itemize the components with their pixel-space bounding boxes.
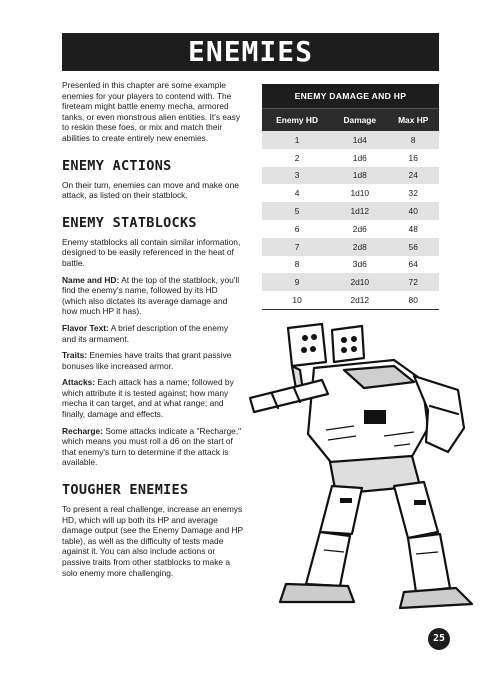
page-title: ENEMIES [62, 33, 439, 71]
column-header-max-hp: Max HP [387, 109, 439, 132]
statblock-item-lead: Traits: [62, 350, 88, 361]
intro-paragraph: Presented in this chapter are some example enemies for your players to contend with. The fireteam might battle enemy mecha, armored tanks, or even monstrous alien entities. It's easy to reskin these foes, or mix and match their abilities to create entirely new enemies. [62, 80, 241, 143]
table-cell: 72 [387, 273, 439, 291]
table-grid [262, 108, 439, 310]
table-row [262, 167, 439, 185]
table-row [262, 291, 439, 309]
enemy-actions-heading: ENEMY ACTIONS [62, 157, 172, 174]
statblock-item-text: A brief description of the enemy and its armament. [62, 322, 229, 344]
table-cell: 32 [387, 184, 439, 202]
table-cell: 80 [387, 291, 439, 309]
table-cell: 10 [262, 291, 332, 309]
table-cell: 56 [387, 238, 439, 256]
statblocks-intro: Enemy statblocks all contain similar information, designed to be easily referenced in the heat of battle. [62, 236, 241, 268]
table-cell: 16 [387, 149, 439, 167]
table-cell: 8 [262, 256, 332, 274]
table-row [262, 149, 439, 167]
table-cell: 1d8 [332, 167, 387, 185]
statblock-item-attacks [62, 377, 244, 419]
page-number: 25 [428, 628, 450, 650]
table-row [262, 202, 439, 220]
column-header-damage: Damage [332, 109, 387, 132]
statblock-item-lead: Attacks: [62, 377, 96, 388]
table-cell: 9 [262, 273, 332, 291]
table-cell: 4 [262, 184, 332, 202]
statblock-item-text: Some attacks indicate a "Recharge," which means you must roll a d6 on the start of that enemy's turn to determine if the attack is available. [62, 425, 242, 468]
statblock-item-text: At the top of the statblock, you'll find the enemy's name, followed by its HD (which also dictates its average damage and how much HP it has). [62, 274, 240, 317]
table-cell: 48 [387, 220, 439, 238]
statblock-item-lead: Recharge: [62, 425, 103, 436]
table-caption: ENEMY DAMAGE AND HP [262, 84, 439, 108]
table-cell: 8 [387, 131, 439, 149]
table-cell: 2d6 [332, 220, 387, 238]
enemy-actions-text: On their turn, enemies can move and make one attack, as listed on their statblock. [62, 179, 239, 201]
table-cell: 1 [262, 131, 332, 149]
table-cell: 24 [387, 167, 439, 185]
statblock-item-lead: Name and HD: [62, 274, 120, 285]
table-row [262, 238, 439, 256]
table-row [262, 273, 439, 291]
table-cell: 64 [387, 256, 439, 274]
table-cell: 1d4 [332, 131, 387, 149]
table-row [262, 220, 439, 238]
statblock-item-text: Enemies have traits that grant passive bonuses like increased armor. [62, 350, 232, 371]
tougher-enemies-text: To present a real challenge, increase an enemys HD, which will up both its HP and average damage output (see the Enemy Damage and HP table), as well as the difficulty of tests made against it. You can also include actions or passive traits from other statblocks to make a solo enemy more challenging. [62, 504, 243, 578]
statblock-item-traits [62, 350, 244, 371]
table-cell: 1d6 [332, 149, 387, 167]
enemy-statblocks-heading: ENEMY STATBLOCKS [62, 214, 197, 231]
table-cell: 5 [262, 202, 332, 220]
statblock-item-flavor [62, 323, 244, 344]
statblock-item-recharge [62, 426, 244, 468]
mech-robot-illustration [244, 310, 476, 630]
table-header-row [262, 109, 439, 132]
statblock-item-lead: Flavor Text: [62, 322, 109, 333]
table-cell: 2d10 [332, 273, 387, 291]
table-cell: 6 [262, 220, 332, 238]
table-cell: 3d6 [332, 256, 387, 274]
table-row [262, 184, 439, 202]
column-header-hd: Enemy HD [262, 109, 332, 132]
table-cell: 2d8 [332, 238, 387, 256]
table-cell: 2 [262, 149, 332, 167]
table-cell: 1d10 [332, 184, 387, 202]
enemy-damage-hp-table [262, 84, 439, 310]
table-row [262, 131, 439, 149]
tougher-enemies-heading: TOUGHER ENEMIES [62, 482, 189, 499]
statblock-item-text: Each attack has a name; followed by which attribute it is tested against; how many mecha it can target, and at what range; and finally, damage and effects. [62, 377, 234, 420]
statblock-item-name-hd [62, 275, 244, 317]
left-column [62, 80, 244, 584]
table-row [262, 256, 439, 274]
table-cell: 1d12 [332, 202, 387, 220]
table-cell: 2d12 [332, 291, 387, 309]
table-cell: 7 [262, 238, 332, 256]
table-cell: 40 [387, 202, 439, 220]
table-cell: 3 [262, 167, 332, 185]
